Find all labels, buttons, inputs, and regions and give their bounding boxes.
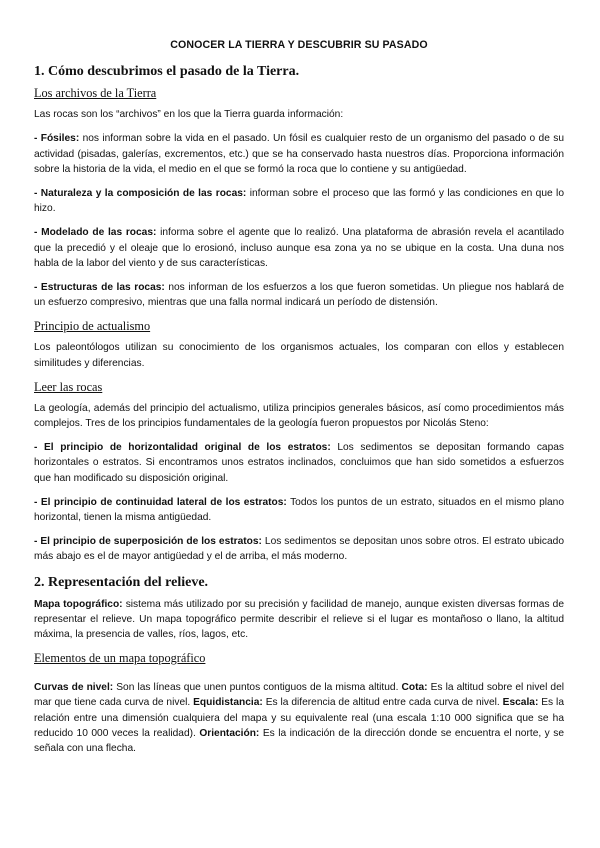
archivos-intro: Las rocas son los “archivos” en los que la Tierra guarda información: bbox=[34, 109, 344, 121]
item-label: - El principio de superposición de los estratos: bbox=[34, 536, 262, 548]
item-text: Los sedimentos se depositan formando capas horizontales o estratos. Si encontramos unos estratos inclinados, concluimos que han sido sometidos a esfuerzos que han modificado su disposición original. bbox=[34, 442, 564, 484]
document-page bbox=[34, 38, 564, 765]
escala-text: Es la relación entre una dimensión cualquiera del mapa y su equivalente real (una escala 1:10 000 significa que se ha reducido 10 000 veces la realidad). bbox=[34, 697, 564, 739]
leer-rocas-heading: Leer las rocas bbox=[34, 379, 103, 394]
item-label: - Naturaleza y la composición de las rocas: bbox=[34, 188, 247, 200]
item-label: - El principio de horizontalidad original de los estratos: bbox=[34, 442, 331, 454]
item-text: informan sobre el proceso que las formó y las condiciones en que lo hizo. bbox=[34, 188, 564, 215]
archivos-item-naturaleza bbox=[34, 186, 564, 216]
mapa-topografico bbox=[34, 597, 564, 643]
principio-continuidad bbox=[34, 495, 564, 525]
archivos-item-modelado bbox=[34, 225, 564, 271]
mapa-label: Mapa topográfico: bbox=[34, 598, 123, 610]
principio-horizontalidad bbox=[34, 440, 564, 486]
section-1-title: 1. Cómo descubrimos el pasado de la Tierra. bbox=[34, 64, 300, 80]
archivos-heading: Los archivos de la Tierra bbox=[34, 86, 157, 101]
escala-label: Escala: bbox=[502, 697, 539, 709]
item-text: Todos los puntos de un estrato, situados en el mismo plano horizontal, tienen la misma antigüedad. bbox=[34, 496, 565, 524]
item-text: Los sedimentos se depositan unos sobre otros. El estrato ubicado más abajo es el de mayor antigüedad y el de arriba, el más moderno. bbox=[34, 536, 564, 563]
orientacion-label: Orientación: bbox=[199, 727, 260, 739]
item-text: nos informan sobre la vida en el pasado. Un fósil es cualquier resto de un organismo del pasado o de su actividad (pisadas, galerías, excrementos, etc.) que se ha conservado hasta nuestros días. Proporciona información sobre la historia de la vida, el medio en el que se formó la roca que lo contiene y su antigüedad. bbox=[34, 133, 564, 175]
actualismo-heading: Principio de actualismo bbox=[34, 319, 151, 334]
leer-rocas-intro: La geología, además del principio del actualismo, utiliza principios generales básicos, así como procedimientos más complejos. Tres de los principios fundamentales de la geología fueron propuestos por Nicolás Steno: bbox=[34, 402, 564, 430]
archivos-item-estructuras bbox=[34, 280, 564, 310]
orientacion-text: Es la indicación de la dirección donde se encuentra el norte, y se señala con una flecha. bbox=[34, 727, 565, 755]
curvas-label: Curvas de nivel: bbox=[34, 682, 114, 694]
item-text: informa sobre el agente que lo realizó. Una plataforma de abrasión revela el acantilado que la precedió y el oleaje que lo erosionó, incluso aunque esa zona ya no se ubique en la costa. Una duna nos habla de la labor del viento y de sus características. bbox=[34, 227, 564, 269]
cota-label: Cota: bbox=[401, 682, 428, 694]
item-label: - Fósiles: bbox=[34, 133, 80, 145]
document-title: CONOCER LA TIERRA Y DESCUBRIR SU PASADO bbox=[170, 39, 428, 51]
item-text: nos informan de los esfuerzos a los que fueron sometidas. Un pliegue nos hablará de un esfuerzo compresivo, mientras que una falla normal indicará un período de distensión. bbox=[34, 282, 564, 309]
item-label: - El principio de continuidad lateral de los estratos: bbox=[34, 496, 287, 508]
cota-text: Es la altitud sobre el nivel del mar que tiene cada curva de nivel. bbox=[34, 682, 565, 709]
archivos-item-fosiles bbox=[34, 131, 564, 177]
equidistancia-label: Equidistancia: bbox=[193, 697, 263, 709]
item-label: - Estructuras de las rocas: bbox=[34, 282, 165, 294]
section-2-title: 2. Representación del relieve. bbox=[34, 574, 209, 590]
equidistancia-text: Es la diferencia de altitud entre cada curva de nivel. bbox=[262, 697, 503, 709]
curvas-text: Son las líneas que unen puntos contiguos de la misma altitud. bbox=[113, 682, 402, 694]
item-label: - Modelado de las rocas: bbox=[34, 227, 157, 239]
mapa-text: sistema más utilizado por su precisión y facilidad de manejo, aunque existen diversas formas de representar el relieve. Un mapa topográfico permite describir el relieve si el lugar es montañoso o llano, la altitud máxima, la presencia de valles, ríos, lagos, etc. bbox=[34, 598, 564, 641]
principio-superposicion bbox=[34, 534, 564, 564]
elementos-heading: Elementos de un mapa topográfico bbox=[34, 651, 206, 666]
elementos-text bbox=[34, 680, 564, 756]
actualismo-text: Los paleontólogos utilizan su conocimiento de los organismos actuales, los comparan con ellos y establecen similitudes y diferencias. bbox=[34, 342, 564, 369]
